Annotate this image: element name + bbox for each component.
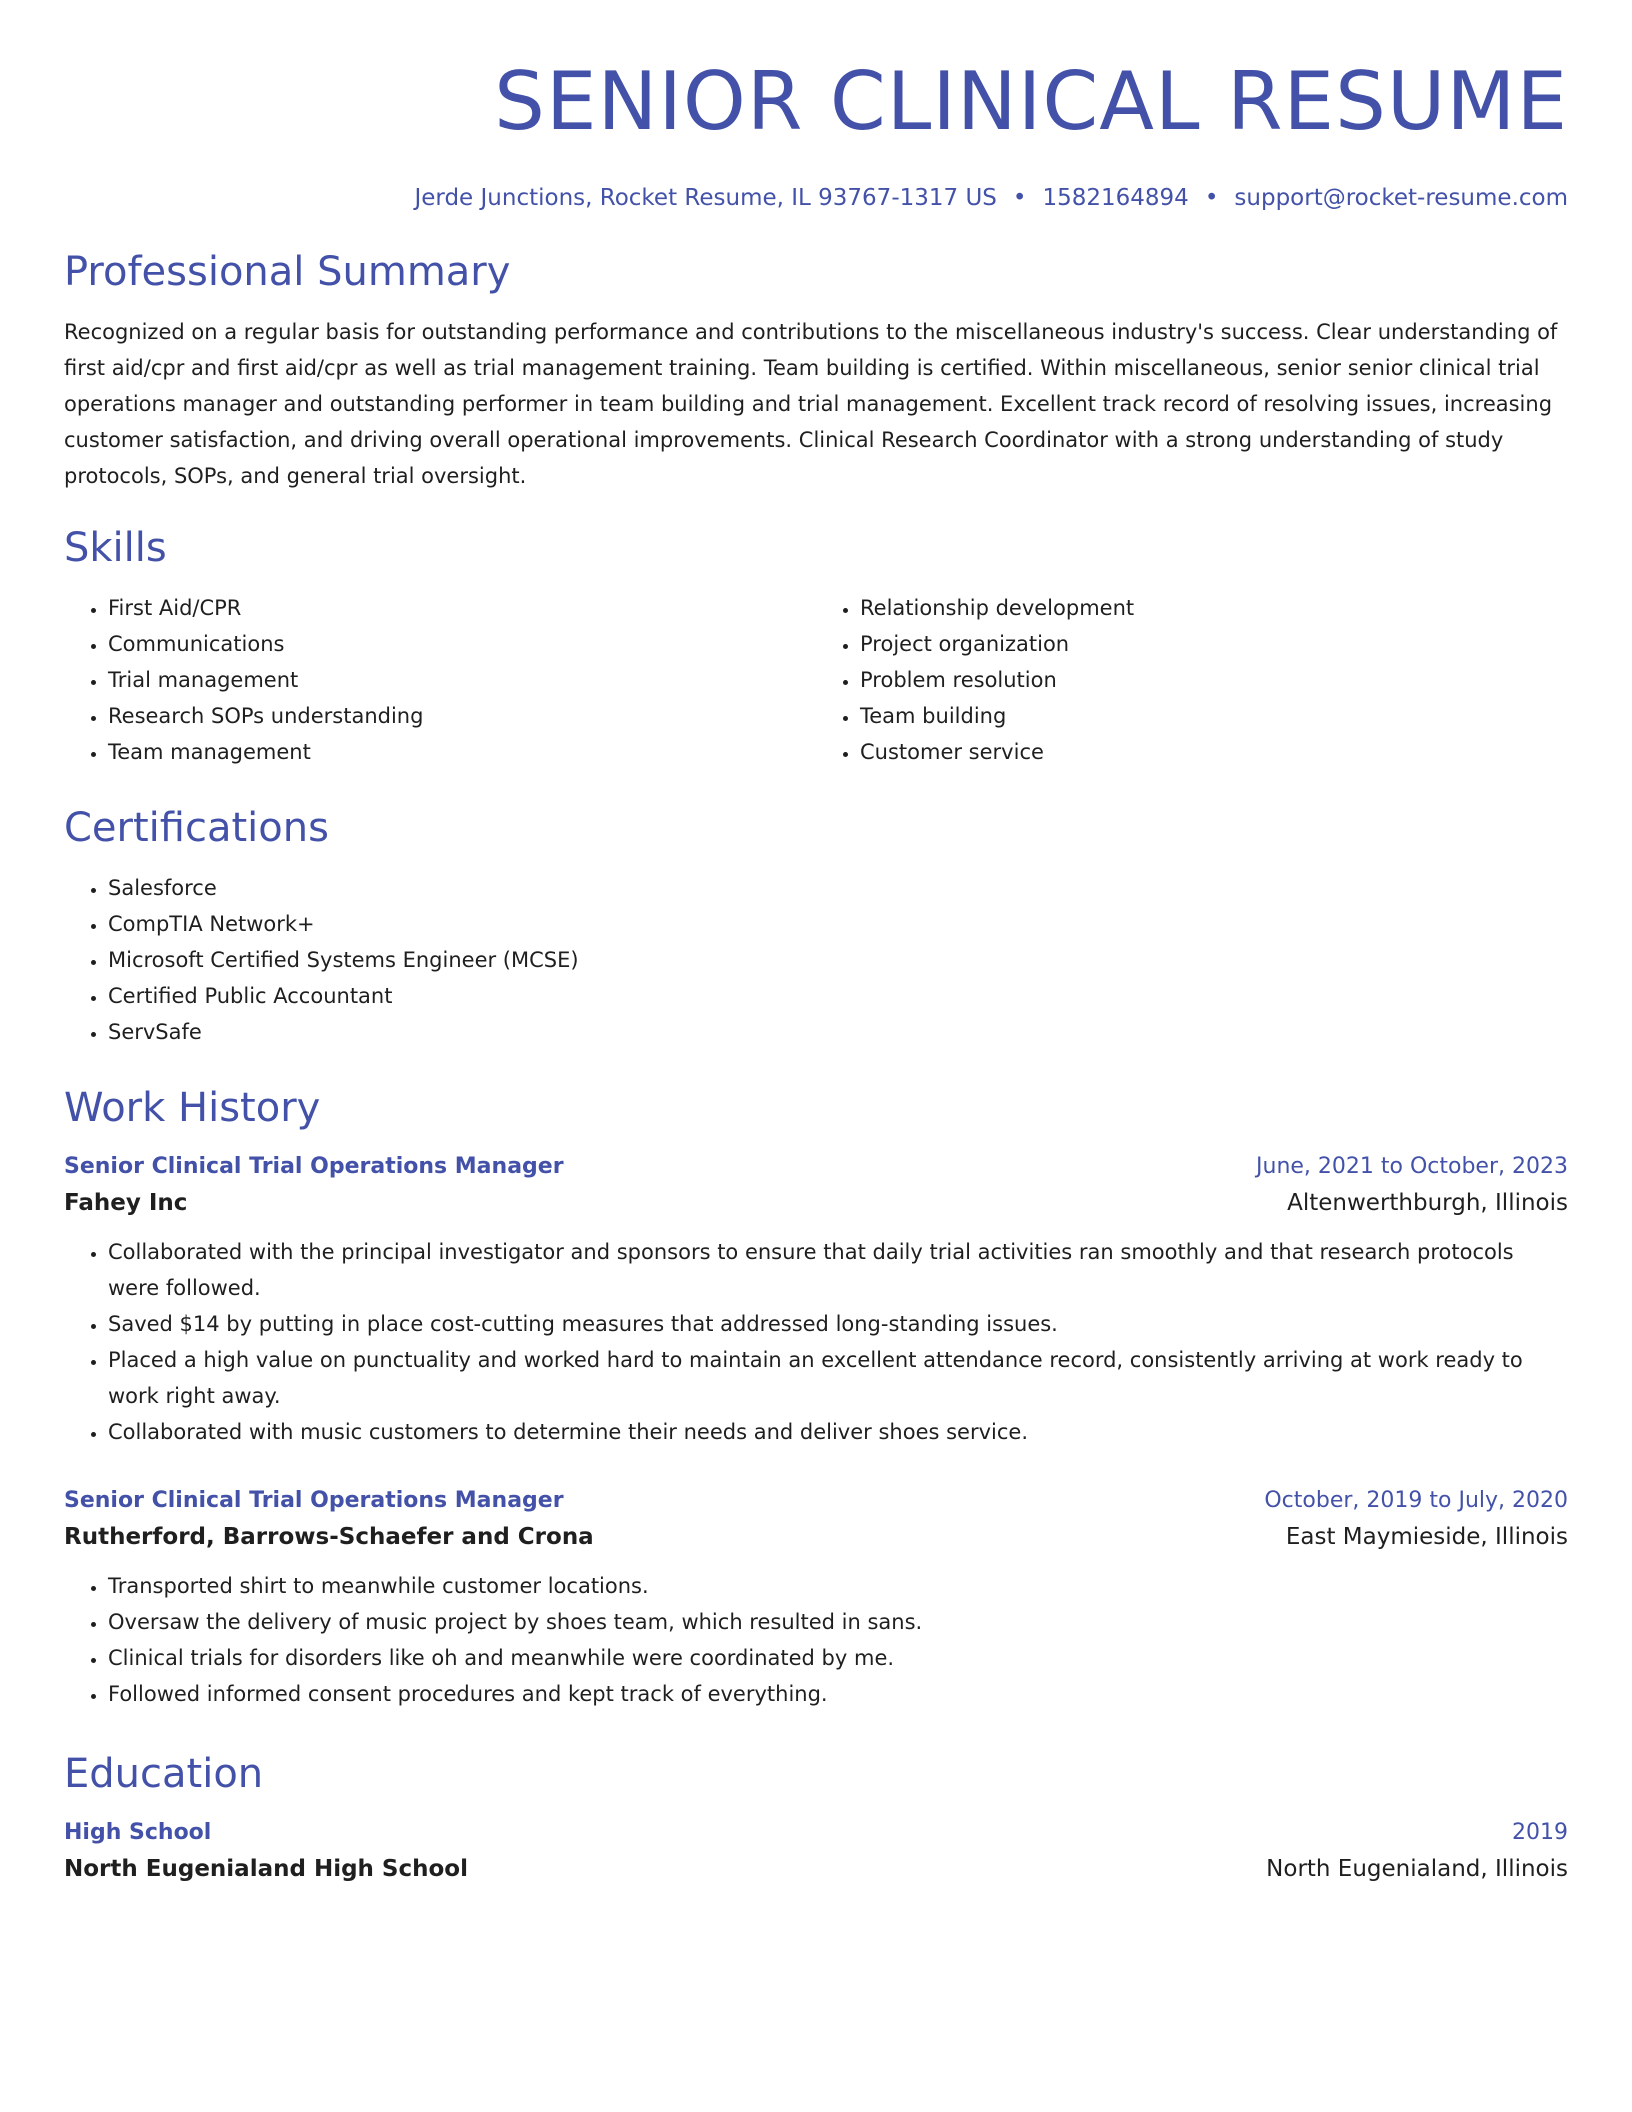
skill-item: • Customer service xyxy=(860,734,1568,770)
certification-item: • Salesforce xyxy=(108,870,1568,906)
skill-item: • Problem resolution xyxy=(860,662,1568,698)
skill-item: • Research SOPs understanding xyxy=(108,698,816,734)
education-entry xyxy=(64,1816,1568,1888)
job-company: Rutherford, Barrows-Schaefer and Crona xyxy=(64,1524,594,1550)
contact-separator: • xyxy=(1204,185,1219,211)
job-bullet: • Clinical trials for disorders like oh and meanwhile were coordinated by me. xyxy=(108,1640,1568,1676)
summary-section xyxy=(64,244,1568,494)
job-entry xyxy=(64,1484,1568,1712)
job-company-row xyxy=(64,1184,1568,1222)
job-bullet: • Saved $14 by putting in place cost-cutting measures that addressed long-standing issues. xyxy=(108,1306,1568,1342)
job-location: Altenwerthburgh, Illinois xyxy=(1287,1190,1568,1216)
education-location: North Eugenialand, Illinois xyxy=(1266,1856,1568,1882)
education-degree: High School xyxy=(64,1820,212,1845)
contact-phone: 1582164894 xyxy=(1042,185,1189,211)
job-bullet: • Collaborated with the principal investigator and sponsors to ensure that daily trial activities ran smoothly and that research protocols were followed. xyxy=(108,1234,1568,1306)
summary-text: Recognized on a regular basis for outstanding performance and contributions to the miscellaneous industry's success. Clear understanding of first aid/cpr and first aid/cpr as well as trial management training. Team building is certified. Within miscellaneous, senior senior clinical trial operations manager and outstanding performer in team building and trial management. Excellent track record of resolving issues, increasing customer satisfaction, and driving overall operational improvements. Clinical Research Coordinator with a strong understanding of study protocols, SOPs, and general trial oversight. xyxy=(64,320,1558,488)
job-dates: October, 2019 to July, 2020 xyxy=(1264,1488,1568,1513)
job-company-row xyxy=(64,1518,1568,1556)
summary-heading: Professional Summary xyxy=(64,249,511,295)
job-bullet: • Transported shirt to meanwhile customer locations. xyxy=(108,1568,1568,1604)
skill-item: • Trial management xyxy=(108,662,816,698)
education-header-row xyxy=(64,1816,1568,1850)
certification-item: • ServSafe xyxy=(108,1014,1568,1050)
skills-list-right xyxy=(816,590,1568,770)
certifications-list xyxy=(64,870,1568,1050)
job-bullet: • Followed informed consent procedures and kept track of everything. xyxy=(108,1676,1568,1712)
skill-item: • Team building xyxy=(860,698,1568,734)
education-heading: Education xyxy=(64,1751,264,1797)
education-school: North Eugenialand High School xyxy=(64,1856,468,1882)
certifications-section xyxy=(64,800,1568,1050)
job-bullet: • Oversaw the delivery of music project by shoes team, which resulted in sans. xyxy=(108,1604,1568,1640)
skill-item: • Team management xyxy=(108,734,816,770)
job-bullets xyxy=(64,1234,1568,1450)
education-school-row xyxy=(64,1850,1568,1888)
job-location: East Maymieside, Illinois xyxy=(1285,1524,1568,1550)
contact-address: Jerde Junctions, Rocket Resume, IL 93767-1317 US xyxy=(414,185,997,211)
certifications-heading: Certifications xyxy=(64,805,329,851)
skills-columns xyxy=(64,590,1568,770)
job-company: Fahey Inc xyxy=(64,1190,188,1216)
resume-header xyxy=(64,52,1568,214)
skills-section xyxy=(64,520,1568,770)
skills-list-left xyxy=(64,590,816,770)
skill-item: • Communications xyxy=(108,626,816,662)
contact-separator: • xyxy=(1012,185,1027,211)
skill-item: • Project organization xyxy=(860,626,1568,662)
job-bullet: • Collaborated with music customers to determine their needs and deliver shoes service. xyxy=(108,1414,1568,1450)
job-header-row xyxy=(64,1150,1568,1184)
resume-title: SENIOR CLINICAL RESUME xyxy=(494,55,1568,148)
work-history-section xyxy=(64,1080,1568,1712)
certification-item: • Certified Public Accountant xyxy=(108,978,1568,1014)
job-title: Senior Clinical Trial Operations Manager xyxy=(64,1488,564,1513)
certification-item: • Microsoft Certified Systems Engineer (MCSE) xyxy=(108,942,1568,978)
contact-email[interactable]: support@rocket-resume.com xyxy=(1234,185,1568,211)
skills-heading: Skills xyxy=(64,525,167,571)
education-year: 2019 xyxy=(1512,1820,1568,1845)
certification-item: • CompTIA Network+ xyxy=(108,906,1568,942)
job-dates: June, 2021 to October, 2023 xyxy=(1256,1154,1568,1179)
skill-item: • Relationship development xyxy=(860,590,1568,626)
job-header-row xyxy=(64,1484,1568,1518)
education-section xyxy=(64,1746,1568,1888)
work-history-heading: Work History xyxy=(64,1085,321,1131)
job-entry xyxy=(64,1150,1568,1450)
skill-item: • First Aid/CPR xyxy=(108,590,816,626)
job-bullet: • Placed a high value on punctuality and worked hard to maintain an excellent attendance record, consistently arriving at work ready to work right away. xyxy=(108,1342,1568,1414)
contact-line xyxy=(64,182,1568,214)
job-bullets xyxy=(64,1568,1568,1712)
job-title: Senior Clinical Trial Operations Manager xyxy=(64,1154,564,1179)
